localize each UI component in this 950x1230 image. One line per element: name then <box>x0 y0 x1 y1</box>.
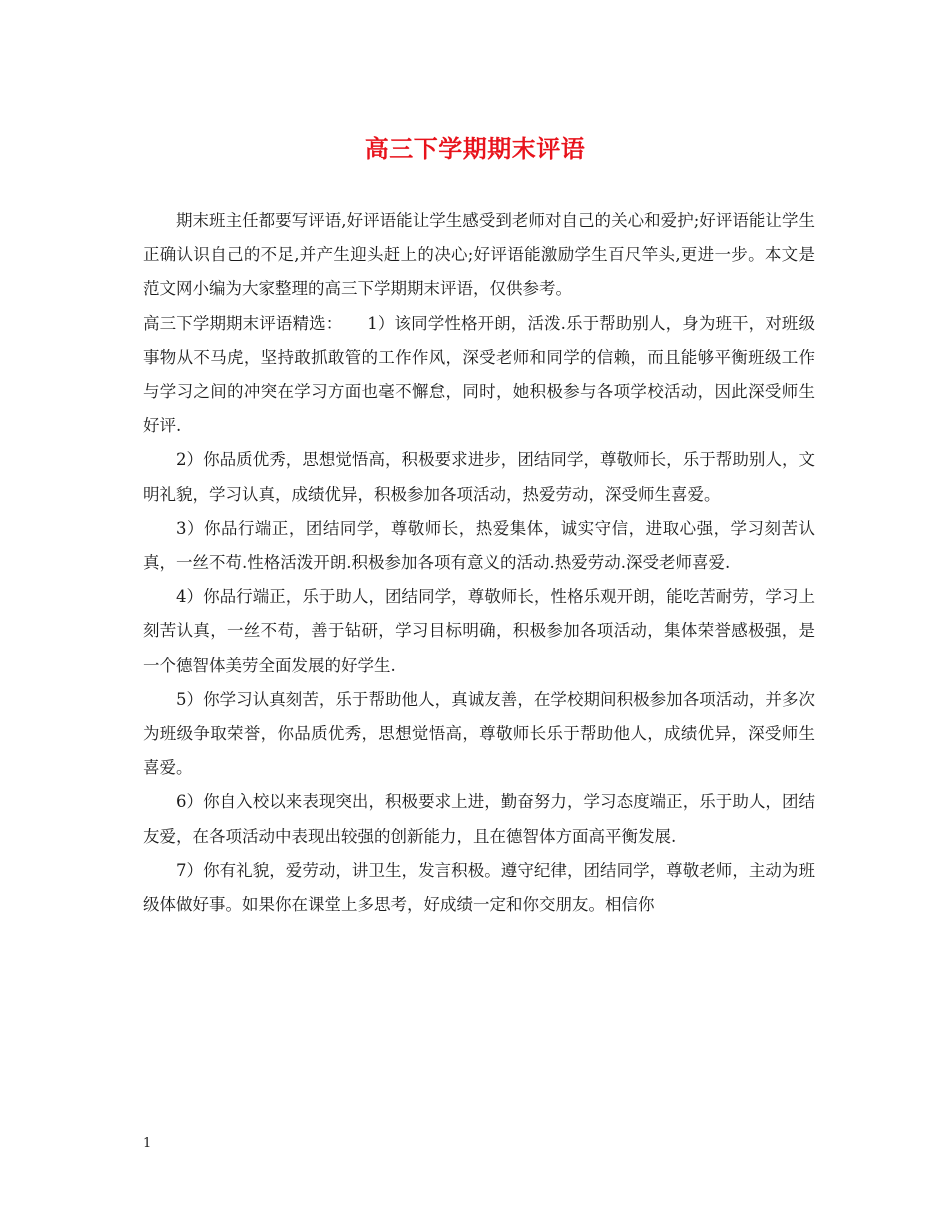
comment-paragraph-4: 4）你品行端正，乐于助人，团结同学，尊敬师长，性格乐观开朗，能吃苦耐劳，学习上刻苦认真，一丝不苟，善于钻研，学习目标明确，积极参加各项活动，集体荣誉感极强，是一个德智体美劳全面发展的好学生. <box>143 587 815 675</box>
comment-paragraph-6: 6）你自入校以来表现突出，积极要求上进，勤奋努力，学习态度端正，乐于助人，团结友爱，在各项活动中表现出较强的创新能力，且在德智体方面高平衡发展. <box>143 792 815 846</box>
comment-paragraph-2: 2）你品质优秀，思想觉悟高，积极要求进步，团结同学，尊敬师长，乐于帮助别人，文明礼貌，学习认真，成绩优异，积极参加各项活动，热爱劳动，深受师生喜爱。 <box>143 450 815 504</box>
comment-paragraph-1: 高三下学期期末评语精选： 1）该同学性格开朗，活泼.乐于帮助别人，身为班干，对班级事物从不马虎，坚持敢抓敢管的工作作风，深受老师和同学的信赖，而且能够平衡班级工作与学习之间的冲突在学习方面也毫不懈怠，同时，她积极参与各项学校活动，因此深受师生好评. <box>143 313 815 436</box>
document-title: 高三下学期期末评语 <box>364 134 586 163</box>
comment-paragraph-3: 3）你品行端正，团结同学，尊敬师长，热爱集体，诚实守信，进取心强，学习刻苦认真，一丝不苟.性格活泼开朗.积极参加各项有意义的活动.热爱劳动.深受老师喜爱. <box>143 518 815 573</box>
intro-paragraph: 期末班主任都要写评语,好评语能让学生感受到老师对自己的关心和爱护;好评语能让学生正确认识自己的不足,并产生迎头赶上的决心;好评语能激励学生百尺竿头,更进一步。本文是范文网小编为大家整理的高三下学期期末评语，仅供参考。 <box>143 211 815 299</box>
comment-paragraph-7: 7）你有礼貌，爱劳动，讲卫生，发言积极。遵守纪律，团结同学，尊敬老师，主动为班级体做好事。如果你在课堂上多思考，好成绩一定和你交朋友。相信你 <box>143 860 815 915</box>
document-body <box>143 204 815 922</box>
comment-paragraph-5: 5）你学习认真刻苦，乐于帮助他人，真诚友善，在学校期间积极参加各项活动，并多次为班级争取荣誉，你品质优秀，思想觉悟高，尊敬师长乐于帮助他人，成绩优异，深受师生喜爱。 <box>143 689 815 778</box>
page-number: 1 <box>143 1136 152 1151</box>
